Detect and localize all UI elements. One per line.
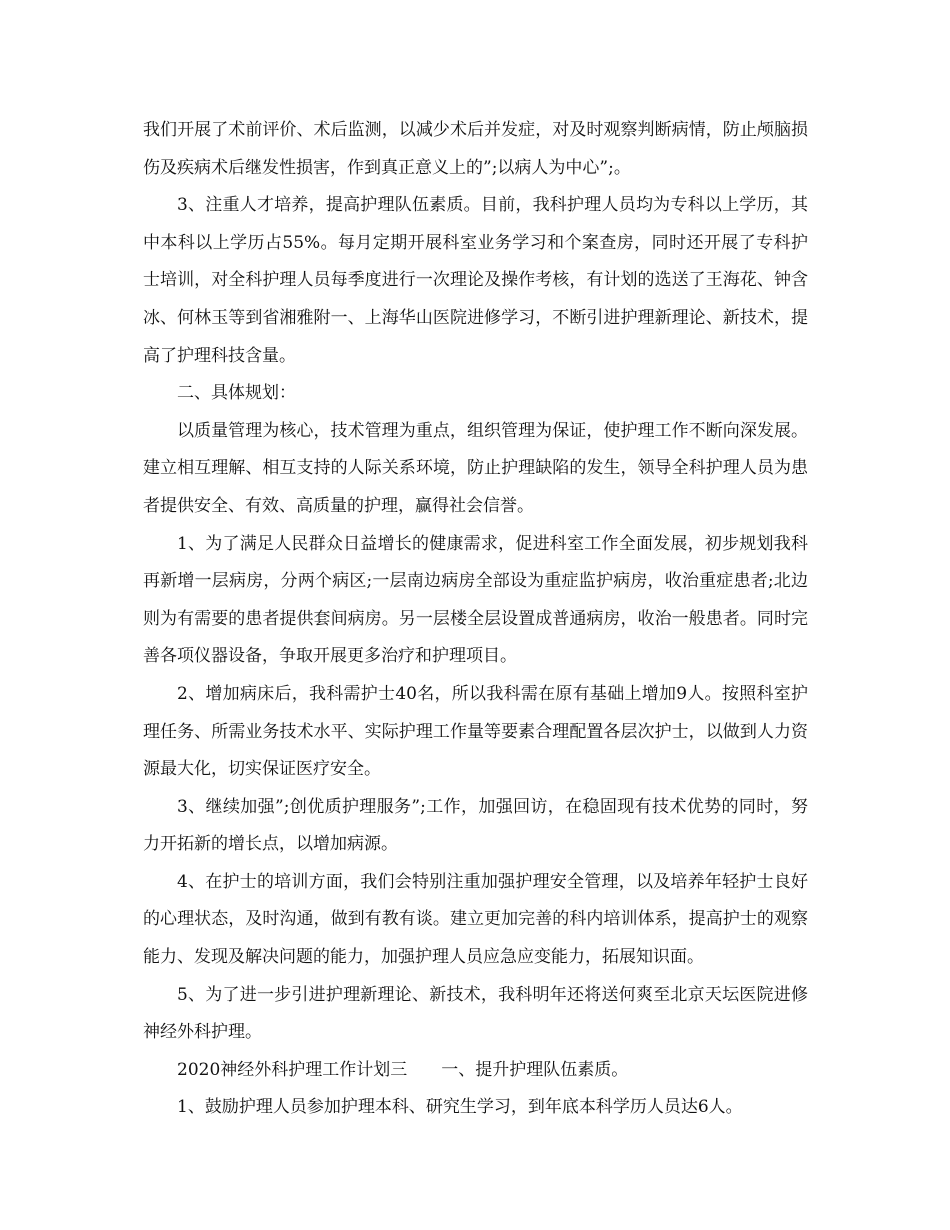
paragraph-talent-training: 3、注重人才培养，提高护理队伍素质。目前，我科护理人员均为专科以上学历，其中本科以上学历占55%。每月定期开展科室业务学习和个案查房，同时还开展了专科护士培训，对全科护理人员每季度进行一次理论及操作考核，有计划的选送了王海花、钟含冰、何林玉等到省湘雅附一、上海华山医院进修学习，不断引进护理新理论、新技术，提高了护理科技含量。 (143, 195, 808, 366)
paragraph-quality-management: 以质量管理为核心，技术管理为重点，组织管理为保证，使护理工作不断向深发展。建立相互理解、相互支持的人际关系环境，防止护理缺陷的发生，领导全科护理人员为患者提供安全、有效、高质量的护理，赢得社会信誉。 (143, 420, 808, 516)
paragraph-plan-item-1: 1、为了满足人民群众日益增长的健康需求，促进科室工作全面发展，初步规划我科再新增一层病房，分两个病区;一层南边病房全部设为重症监护病房，收治重症患者;北边则为有需要的患者提供套间病房。另一层楼全层设置成普通病房，收治一般患者。同时完善各项仪器设备，争取开展更多治疗和护理项目。 (143, 533, 808, 667)
paragraph-plan-item-5: 5、为了进一步引进护理新理论、新技术，我科明年还将送何爽至北京天坛医院进修神经外科护理。 (143, 984, 808, 1043)
section-heading-plan-three: 2020神经外科护理工作计划三 一、提升护理队伍素质。 (177, 1059, 629, 1080)
paragraph-plan-item-3: 3、继续加强”;创优质护理服务”;工作，加强回访，在稳固现有技术优势的同时，努力开拓新的增长点，以增加病源。 (143, 796, 808, 855)
document-body (143, 112, 808, 1127)
section-heading-specific-plan: 二、具体规划： (177, 383, 296, 404)
paragraph-plan-item-4: 4、在护士的培训方面，我们会特别注重加强护理安全管理，以及培养年轻护士良好的心理状态，及时沟通，做到有教有谈。建立更加完善的科内培训体系，提高护士的观察能力、发现及解决问题的能力，加强护理人员应急应变能力，拓展知识面。 (143, 871, 808, 968)
paragraph-continuation: 我们开展了术前评价、术后监测，以减少术后并发症，对及时观察判断病情，防止颅脑损伤及疾病术后继发性损害，作到真正意义上的”;以病人为中心”;。 (143, 120, 808, 178)
paragraph-plan-item-2: 2、增加病床后，我科需护士40名，所以我科需在原有基础上增加9人。按照科室护理任务、所需业务技术水平、实际护理工作量等要素合理配置各层次护士，以做到人力资源最大化，切实保证医疗安全。 (143, 683, 808, 780)
paragraph-plan-three-item-1: 1、鼓励护理人员参加护理本科、研究生学习，到年底本科学历人员达6人。 (177, 1097, 743, 1118)
